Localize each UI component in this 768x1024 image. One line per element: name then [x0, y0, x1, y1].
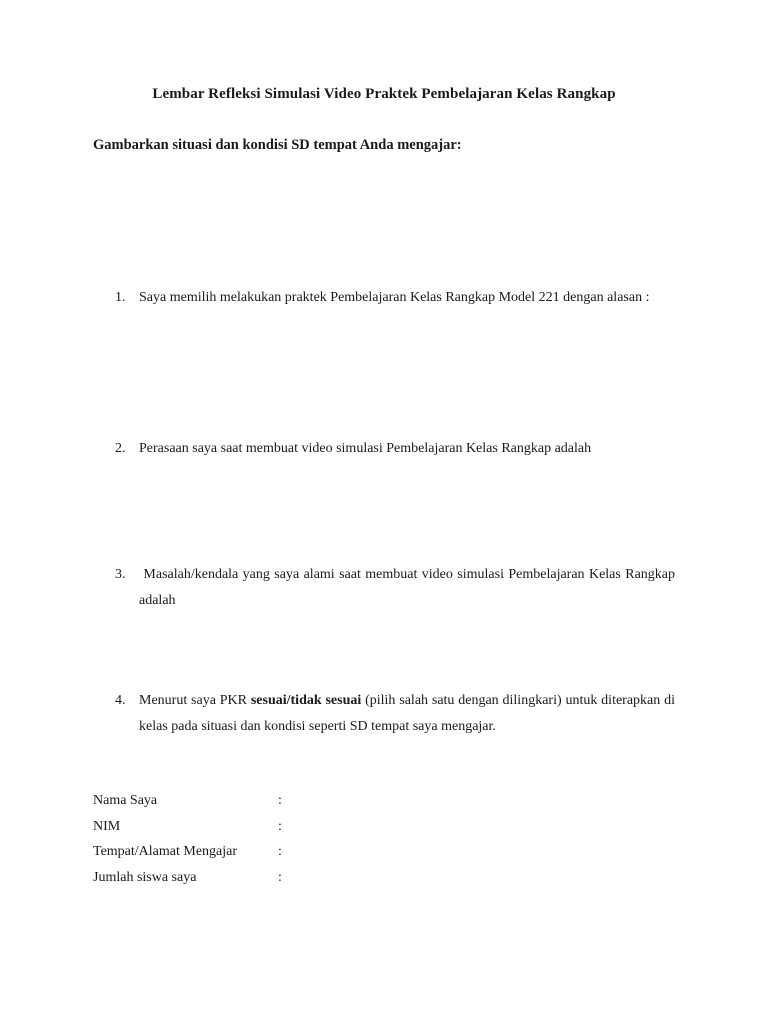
question-text-intro: Menurut saya PKR	[139, 693, 251, 708]
question-text-rest: (pilih salah satu dengan dilingkari) untuk diterapkan di kelas pada situasi dan kondisi seperti SD tempat saya mengajar.	[139, 693, 679, 734]
question-number: 4.	[115, 693, 126, 708]
question-choice-bold: sesuai/tidak sesuai	[250, 693, 362, 708]
question-text: Perasaan saya saat membuat video simulasi Pembelajaran Kelas Rangkap adalah	[139, 441, 592, 456]
field-separator: :	[278, 818, 282, 834]
question-text: Masalah/kendala yang saya alami saat membuat video simulasi Pembelajaran Kelas Rangkap adalah	[139, 567, 679, 608]
situation-prompt-heading: Gambarkan situasi dan kondisi SD tempat Anda mengajar:	[93, 137, 462, 153]
field-separator: :	[278, 869, 282, 885]
question-item-2	[115, 436, 675, 462]
field-label: Jumlah siswa saya	[93, 869, 197, 885]
question-item-1	[115, 285, 675, 311]
field-label: Tempat/Alamat Mengajar	[93, 844, 238, 859]
field-separator: :	[278, 793, 282, 808]
question-number: 2.	[115, 441, 126, 456]
document-title: Lembar Refleksi Simulasi Video Praktek Pembelajaran Kelas Rangkap	[152, 86, 616, 102]
question-item-3	[115, 562, 679, 614]
question-number: 1.	[115, 290, 126, 305]
question-item-4	[115, 688, 679, 740]
question-text	[139, 688, 679, 740]
field-label: Nama Saya	[93, 793, 158, 808]
question-text: Saya memilih melakukan praktek Pembelajaran Kelas Rangkap Model 221 dengan alasan :	[139, 290, 650, 305]
field-separator: :	[278, 844, 282, 859]
question-number: 3.	[115, 567, 126, 582]
field-label: NIM	[93, 818, 121, 834]
